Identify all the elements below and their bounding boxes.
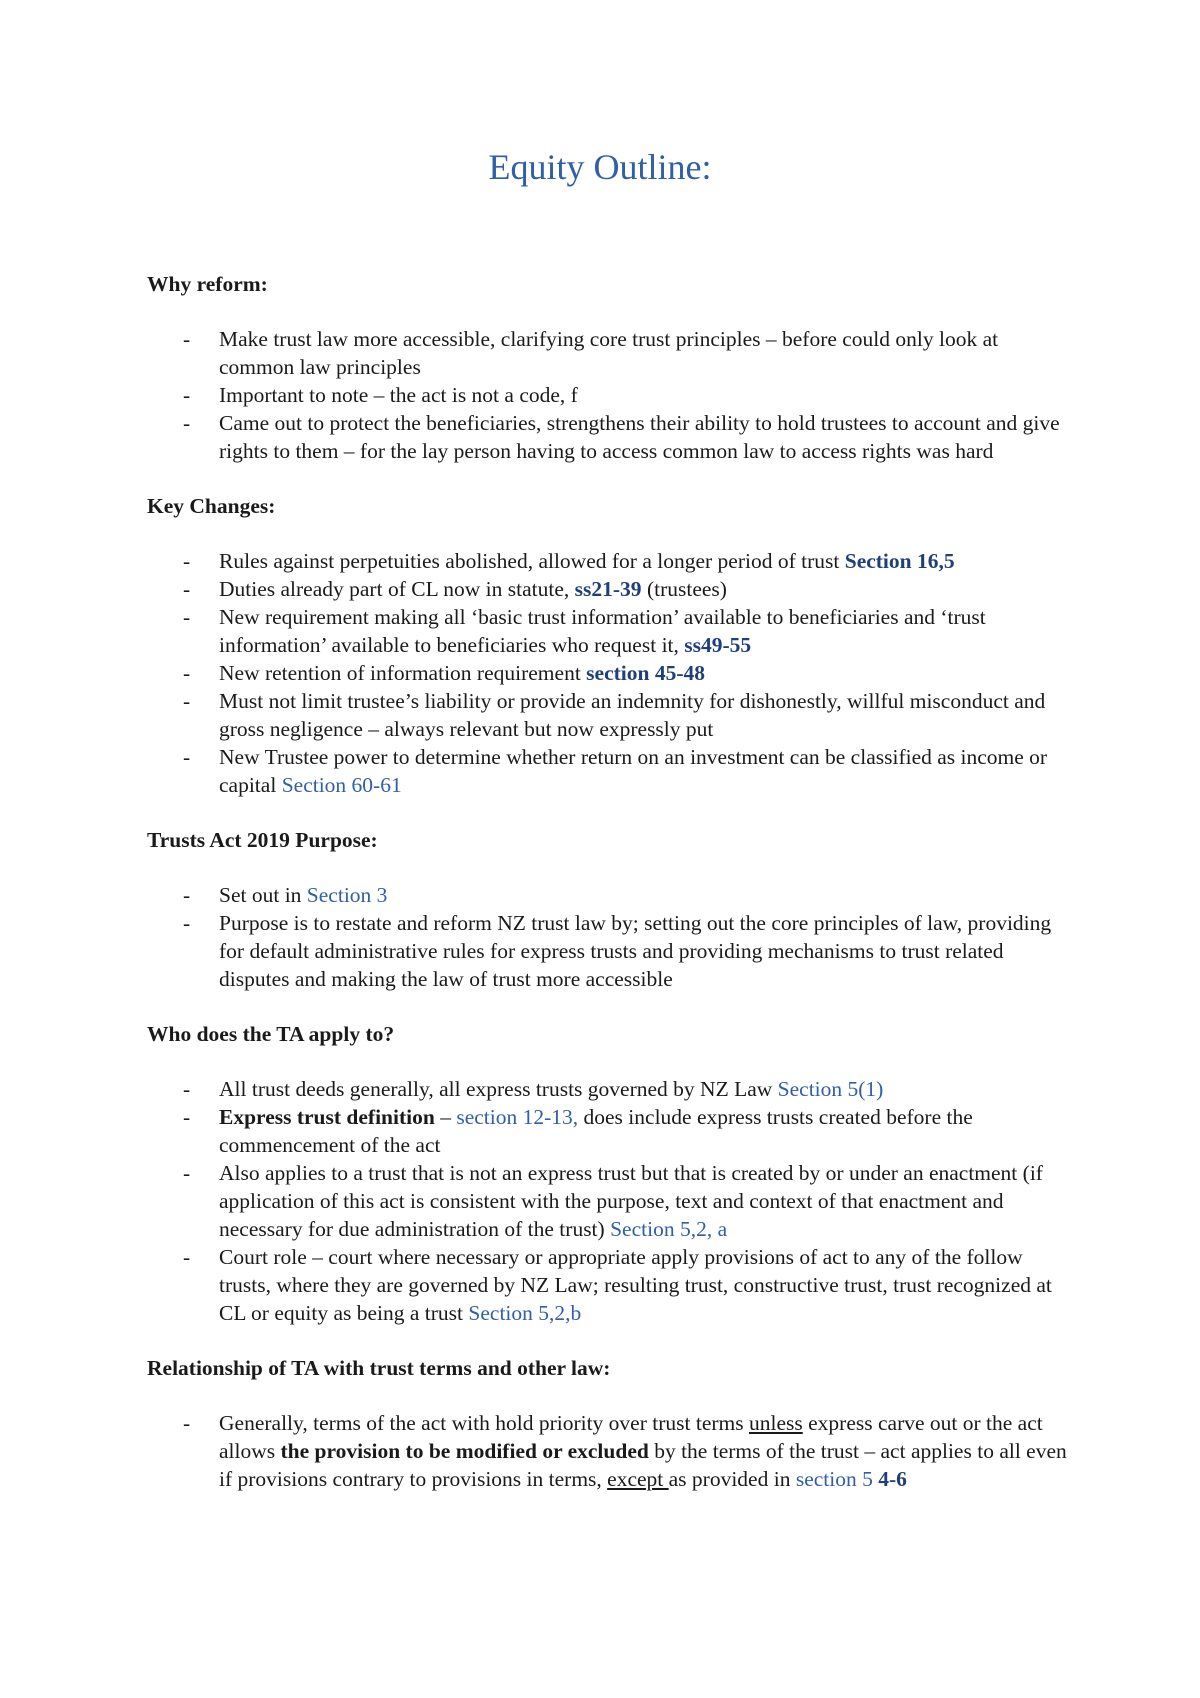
section-reference: Section 16,5 [844,549,955,573]
document-body [147,270,1077,1520]
list-item: - Must not limit trustee’s liability or provide an indemnity for dishonestly, willful misconduct and gross negligence – always relevant but now expressly put [183,689,1046,741]
section-reference: ss49-55 [684,633,752,657]
section-heading-apply-to: Who does the TA apply to? [147,1022,395,1046]
section-reference: section 45-48 [586,661,705,685]
section-reference: Section 5(1) [777,1077,884,1101]
apply-to-list [147,1075,1077,1327]
list-item: - Came out to protect the beneficiaries, strengthens their ability to hold trustees to account and give rights to them – for the lay person having to access common law to access rights was hard [183,411,1060,463]
section-heading-purpose: Trusts Act 2019 Purpose: [147,828,378,852]
section-reference: section 5 [795,1467,873,1491]
list-item: - New Trustee power to determine whether return on an investment can be classified as income or capital Section 60-61 [183,745,1048,797]
list-item: - Duties already part of CL now in statute, ss21-39 (trustees) [183,577,727,601]
section-reference: section 12-13, [456,1105,579,1129]
list-item: - Important to note – the act is not a code, f [183,383,578,407]
purpose-list [147,881,1077,993]
section-reference: 4-6 [872,1467,907,1491]
page-title: Equity Outline: [488,147,712,187]
section-reference: Section 5,2, a [610,1217,728,1241]
key-changes-list [147,547,1077,799]
section-heading-key-changes: Key Changes: [147,494,276,518]
why-reform-list [147,325,1077,465]
list-item: - Purpose is to restate and reform NZ trust law by; setting out the core principles of law, providing for default administrative rules for express trusts and providing mechanisms to trust related disputes and making the law of trust more accessible [183,911,1052,991]
list-item: - New retention of information requirement section 45-48 [183,661,705,685]
list-item: - Set out in Section 3 [183,883,388,907]
section-reference: ss21-39 [574,577,642,601]
relationship-list [147,1409,1077,1493]
section-reference: Section 5,2,b [468,1301,582,1325]
section-heading-relationship: Relationship of TA with trust terms and other law: [147,1356,611,1380]
list-item: - Generally, terms of the act with hold priority over trust terms unless express carve out or the act allows the provision to be modified or excluded by the terms of the trust – act applies to all even if provisions contrary to provisions in terms, except as provided in section 5 4-6 [183,1411,1067,1491]
list-item: - Express trust definition – section 12-13, does include express trusts created before the commencement of the act [183,1105,973,1157]
list-item: - All trust deeds generally, all express trusts governed by NZ Law Section 5(1) [183,1077,884,1101]
list-item: - Make trust law more accessible, clarifying core trust principles – before could only look at common law principles [183,327,999,379]
section-reference: Section 60-61 [281,773,402,797]
list-item: - Court role – court where necessary or appropriate apply provisions of act to any of the follow trusts, where they are governed by NZ Law; resulting trust, constructive trust, trust recognized at CL or equity as being a trust Section 5,2,b [183,1245,1052,1325]
section-heading-why-reform: Why reform: [147,272,268,296]
list-item: - New requirement making all ‘basic trust information’ available to beneficiaries and ‘trust information’ available to beneficiaries who request it, ss49-55 [183,605,986,657]
list-item: - Rules against perpetuities abolished, allowed for a longer period of trust Section 16,5 [183,549,955,573]
list-item: - Also applies to a trust that is not an express trust but that is created by or under an enactment (if application of this act is consistent with the purpose, text and context of that enactment and necessary for due administration of the trust) Section 5,2, a [183,1161,1043,1241]
section-reference: Section 3 [306,883,388,907]
